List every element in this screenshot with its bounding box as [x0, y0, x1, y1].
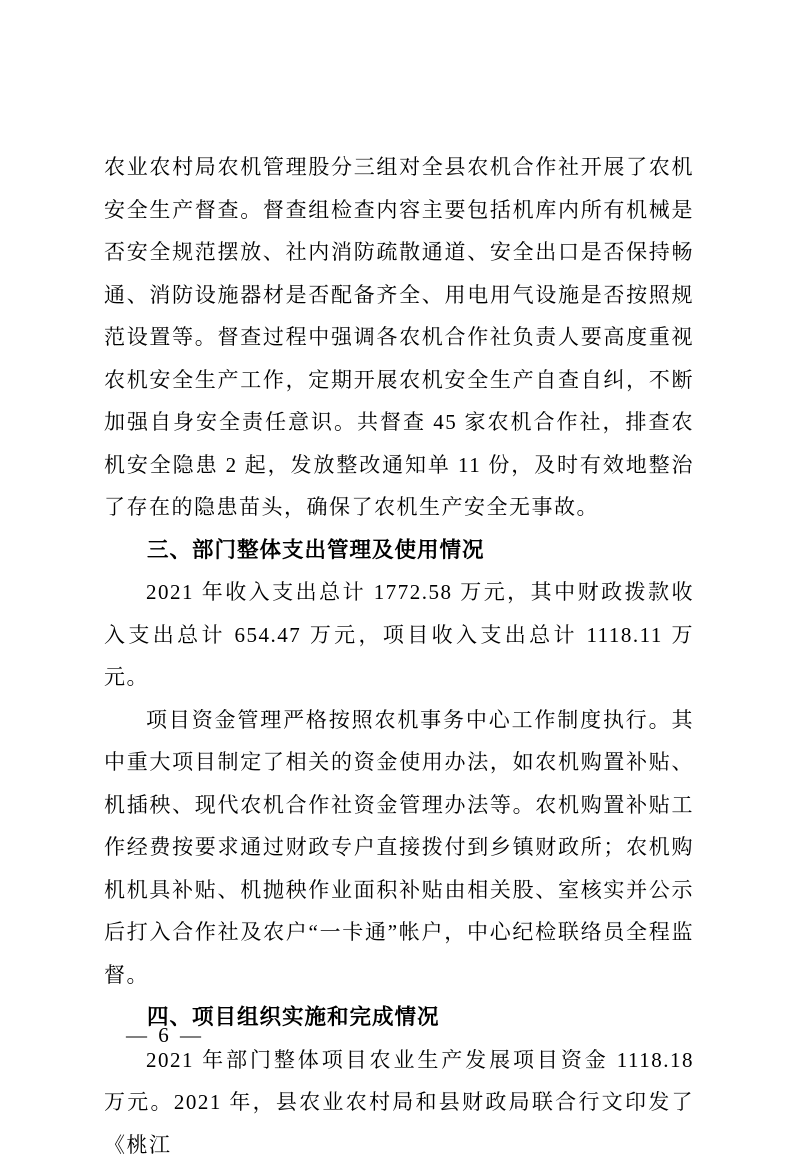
paragraph-machinery-safety-inspection: 农业农村局农机管理股分三组对全县农机合作社开展了农机安全生产督查。督查组检查内容主要包括机库内所有机械是否安全规范摆放、社内消防疏散通道、安全出口是否保持畅通、消防设施器材是否配备齐全、用电用气设施是否按照规范设置等。督查过程中强调各农机合作社负责人要高度重视农机安全生产工作，定期开展农机安全生产自查自纠，不断加强自身安全责任意识。共督查 45 家农机合作社，排查农机安全隐患 2 起，发放整改通知单 11 份，及时有效地整治了存在的隐患苗头，确保了农机生产安全无事故。: [104, 146, 694, 529]
paragraph-project-funds-management: 项目资金管理严格按照农机事务中心工作制度执行。其中重大项目制定了相关的资金使用办法，如农机购置补贴、机插秧、现代农机合作社资金管理办法等。农机购置补贴工作经费按要求通过财政专户直接拨付到乡镇财政所；农机购机机具补贴、机抛秧作业面积补贴由相关股、室核实并公示后打入合作社及农户“一卡通”帐户，中心纪检联络员全程监督。: [104, 699, 694, 997]
paragraph-income-expenditure-totals: 2021 年收入支出总计 1772.58 万元，其中财政拨款收入支出总计 654.47 万元，项目收入支出总计 1118.11 万元。: [104, 571, 694, 699]
paragraph-project-funds-2021: 2021 年部门整体项目农业生产发展项目资金 1118.18 万元。2021 年，县农业农村局和县财政局联合行文印发了《桃江: [104, 1039, 694, 1166]
section-heading-3-expenditure-management: 三、部门整体支出管理及使用情况: [104, 529, 694, 572]
document-body: [104, 146, 694, 1166]
section-heading-4-project-implementation: 四、项目组织实施和完成情况: [104, 996, 694, 1039]
page-number: — 6 —: [126, 1020, 204, 1050]
